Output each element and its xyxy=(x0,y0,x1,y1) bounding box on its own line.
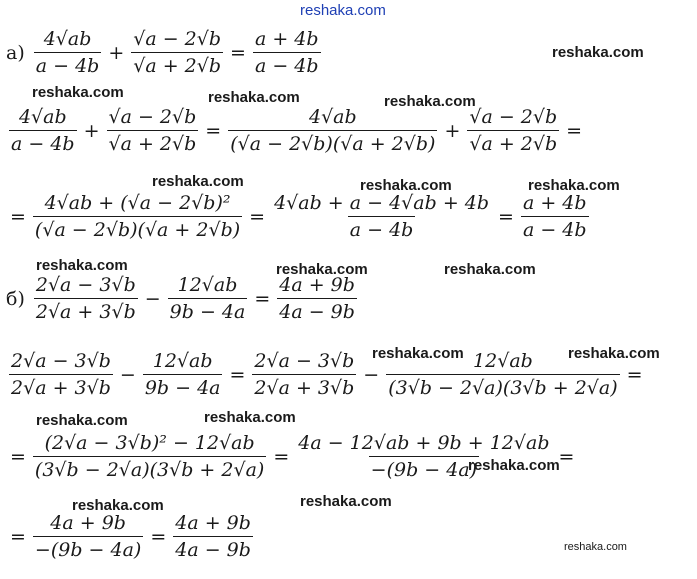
fraction xyxy=(131,28,223,77)
operator: + xyxy=(108,41,125,64)
operator: + xyxy=(83,119,100,142)
watermark: reshaka.com xyxy=(360,177,452,194)
operator: − xyxy=(144,287,161,310)
watermark: reshaka.com xyxy=(564,541,627,553)
numerator: 4√ab xyxy=(308,106,357,128)
fraction xyxy=(34,274,138,323)
numerator: 4√ab + a − 4√ab + 4b xyxy=(274,192,490,214)
fraction xyxy=(272,192,491,241)
watermark: reshaka.com xyxy=(32,84,124,101)
denominator: a − 4b xyxy=(34,52,102,77)
fraction xyxy=(467,106,559,155)
denominator: √a + 2√b xyxy=(107,130,199,155)
fraction xyxy=(33,432,266,481)
equals-sign: = xyxy=(10,525,26,548)
fraction xyxy=(168,274,248,323)
denominator: (√a − 2√b)(√a + 2√b) xyxy=(33,216,242,241)
numerator: 12√ab xyxy=(152,350,213,372)
denominator: 2√a + 3√b xyxy=(9,374,113,399)
denominator: (√a − 2√b)(√a + 2√b) xyxy=(228,130,437,155)
part-a-step-1 xyxy=(6,106,586,155)
part-b-step-1 xyxy=(6,350,647,399)
fraction xyxy=(34,28,102,77)
denominator: √a + 2√b xyxy=(131,52,223,77)
watermark: reshaka.com xyxy=(528,177,620,194)
denominator: a − 4b xyxy=(521,216,589,241)
equals-sign: = xyxy=(150,525,167,548)
equals-sign: = xyxy=(249,205,266,228)
denominator: 9b − 4a xyxy=(143,374,223,399)
numerator: 12√ab xyxy=(177,274,238,296)
watermark: reshaka.com xyxy=(468,457,560,474)
watermark: reshaka.com xyxy=(276,261,368,278)
watermark: reshaka.com xyxy=(208,89,300,106)
numerator: 4a + 9b xyxy=(50,512,126,534)
watermark: reshaka.com xyxy=(568,345,660,362)
fraction xyxy=(252,350,356,399)
equals-sign: = xyxy=(498,205,514,228)
denominator: −(9b − 4a) xyxy=(33,536,143,561)
numerator: 4a + 9b xyxy=(279,274,355,296)
denominator: 4a − 9b xyxy=(277,298,357,323)
numerator: 4a − 12√ab + 9b + 12√ab xyxy=(298,432,550,454)
watermark: reshaka.com xyxy=(204,409,296,426)
equals-sign: = xyxy=(626,363,643,386)
fraction xyxy=(33,512,143,561)
watermark: reshaka.com xyxy=(72,497,164,514)
denominator: a − 4b xyxy=(9,130,77,155)
equals-sign: = xyxy=(273,445,290,468)
fraction xyxy=(253,28,321,77)
denominator: 9b − 4a xyxy=(168,298,248,323)
equals-sign: = xyxy=(229,363,246,386)
numerator: √a − 2√b xyxy=(108,106,197,128)
denominator: √a + 2√b xyxy=(467,130,559,155)
watermark: reshaka.com xyxy=(36,412,128,429)
equals-sign: = xyxy=(558,445,575,468)
numerator: a + 4b xyxy=(254,28,319,50)
part-a-statement xyxy=(6,28,324,77)
watermark: reshaka.com xyxy=(36,257,128,274)
site-header-link[interactable]: reshaka.com xyxy=(300,2,386,19)
part-a-step-2 xyxy=(6,192,592,241)
equals-sign: = xyxy=(254,287,271,310)
numerator: 4√ab xyxy=(18,106,67,128)
numerator: 4√ab + (√a − 2√b)² xyxy=(44,192,231,214)
operator: − xyxy=(119,363,136,386)
equals-sign: = xyxy=(566,119,583,142)
watermark: reshaka.com xyxy=(300,493,392,510)
numerator: (2√a − 3√b)² − 12√ab xyxy=(44,432,255,454)
watermark: reshaka.com xyxy=(552,44,644,61)
fraction xyxy=(228,106,437,155)
denominator: 2√a + 3√b xyxy=(252,374,356,399)
numerator: 12√ab xyxy=(473,350,533,372)
part-b-step-3 xyxy=(6,512,256,561)
numerator: √a − 2√b xyxy=(133,28,222,50)
operator: + xyxy=(444,119,461,142)
part-b-statement xyxy=(6,274,360,323)
equals-sign: = xyxy=(205,119,222,142)
equals-sign: = xyxy=(230,41,246,64)
denominator: (3√b − 2√a)(3√b + 2√a) xyxy=(33,456,266,481)
operator: − xyxy=(363,363,380,386)
denominator: 4a − 9b xyxy=(173,536,253,561)
watermark: reshaka.com xyxy=(444,261,536,278)
fraction xyxy=(521,192,589,241)
fraction xyxy=(33,192,242,241)
numerator: 4√ab xyxy=(43,28,92,50)
fraction xyxy=(9,350,113,399)
denominator: a − 4b xyxy=(253,52,321,77)
denominator: a − 4b xyxy=(348,216,416,241)
fraction xyxy=(9,106,77,155)
equals-sign: = xyxy=(10,205,26,228)
watermark: reshaka.com xyxy=(384,93,476,110)
fraction xyxy=(173,512,253,561)
denominator: 2√a + 3√b xyxy=(34,298,138,323)
watermark: reshaka.com xyxy=(372,345,464,362)
equals-sign: = xyxy=(10,445,26,468)
numerator: √a − 2√b xyxy=(469,106,558,128)
numerator: a + 4b xyxy=(522,192,587,214)
numerator: 2√a − 3√b xyxy=(254,350,355,372)
numerator: 2√a − 3√b xyxy=(35,274,136,296)
part-a-label: а) xyxy=(6,41,25,64)
denominator: −(9b − 4a) xyxy=(369,456,479,481)
numerator: 4a + 9b xyxy=(175,512,251,534)
fraction xyxy=(107,106,199,155)
watermark: reshaka.com xyxy=(152,173,244,190)
fraction xyxy=(277,274,357,323)
part-b-label: б) xyxy=(6,287,25,310)
denominator: (3√b − 2√a)(3√b + 2√a) xyxy=(386,374,619,399)
fraction xyxy=(143,350,223,399)
numerator: 2√a − 3√b xyxy=(11,350,111,372)
